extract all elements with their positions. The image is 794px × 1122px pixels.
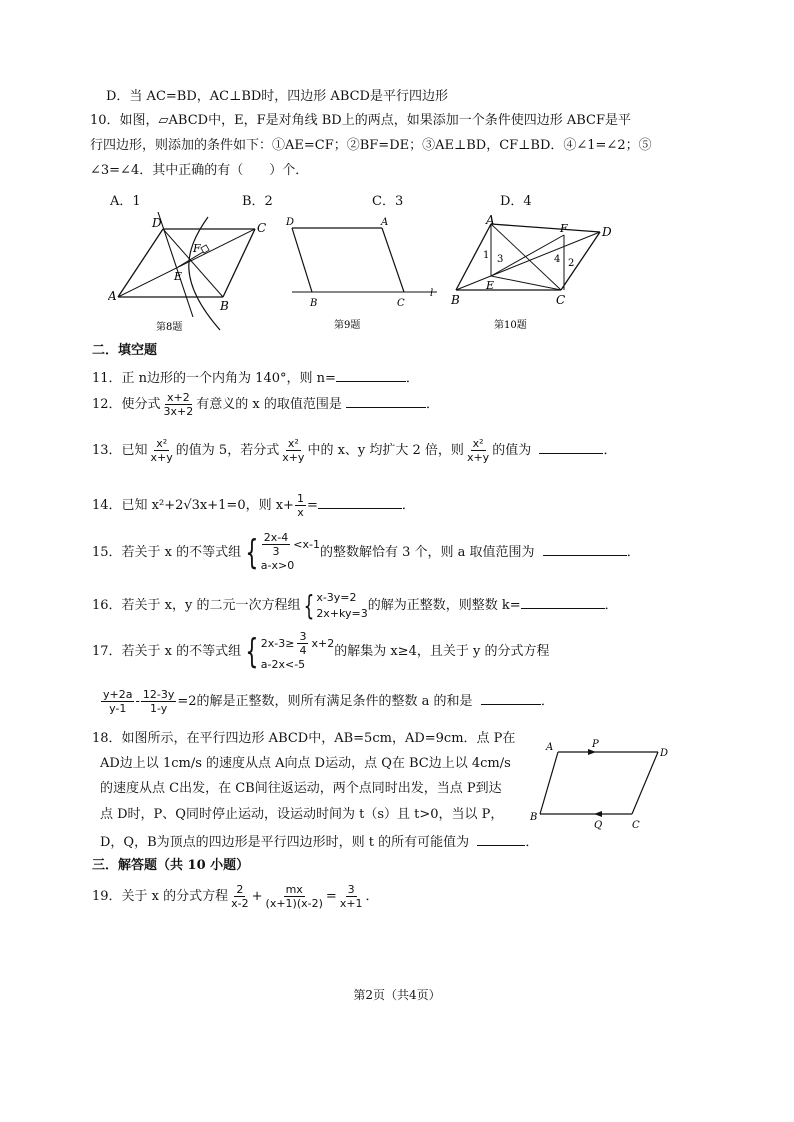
q17-answer-blank[interactable] xyxy=(481,690,541,705)
q19-plus: + xyxy=(251,889,263,904)
fig10-angle-2: 2 xyxy=(568,258,575,269)
q15-system xyxy=(241,531,320,574)
q10-option-d: D．4 xyxy=(500,194,532,209)
q18-line4: 点 D时，P、Q同时停止运动，设运动时间为 t（s）且 t>0，当以 P， xyxy=(100,807,504,822)
q16-answer-blank[interactable] xyxy=(521,594,605,609)
q17-row2: a-2x<-5 xyxy=(260,658,306,671)
fig8-label-f: F xyxy=(193,242,201,255)
q14-num: 1 xyxy=(296,492,304,505)
fig9-label-d: D xyxy=(286,217,295,228)
q15-row1-fraction xyxy=(262,531,290,558)
q17-row1-b: x+2 xyxy=(311,636,335,650)
q13-fraction-1 xyxy=(149,437,175,464)
q18-line3: 的速度从点 C出发，在 CB间往返运动，两个点同时出发，当点 P到达 xyxy=(100,781,502,796)
q14-a: 14．已知 x²+2√3x+1=0，则 x+ xyxy=(92,498,294,513)
question-17-line1 xyxy=(92,627,549,677)
q19-f2-den: (x+1)(x-2) xyxy=(265,897,323,910)
q16-brace: { xyxy=(304,588,315,622)
fig18-label-p: P xyxy=(592,739,599,750)
q19-a: 19．关于 x 的分式方程 xyxy=(92,889,229,904)
fig18-label-c: C xyxy=(632,820,640,831)
fig10-label-f: F xyxy=(560,222,568,235)
q10-option-a: A．1 xyxy=(110,194,141,209)
fig10-angle-4: 4 xyxy=(554,254,561,265)
page-footer: 第2页（共4页） xyxy=(353,988,441,1002)
q14-end: ． xyxy=(401,498,415,513)
fig10-label-e: E xyxy=(486,279,495,292)
fig8-caption: 第8题 xyxy=(156,322,183,333)
fig9-label-b: B xyxy=(310,298,318,309)
q14-den: x xyxy=(297,506,304,519)
q13-f1-den: x+y xyxy=(150,451,173,464)
q16-system xyxy=(300,589,367,623)
fig8-label-b: B xyxy=(220,299,229,313)
fig10-label-a: A xyxy=(486,213,495,227)
q14-answer-blank[interactable] xyxy=(318,494,402,509)
q19-f3-den: x+1 xyxy=(339,897,363,910)
q18-line2: AD边上以 1cm/s 的速度从点 A向点 D运动，点 Q在 BC边上以 4cm/s xyxy=(100,756,511,771)
fig10-label-d: D xyxy=(602,225,612,239)
q13-b: 的值为 5，若分式 xyxy=(175,443,280,458)
q12-answer-blank[interactable] xyxy=(346,393,426,408)
q13-fraction-3 xyxy=(465,437,491,464)
q9-option-d: D．当 AC=BD，AC⊥BD时，四边形 ABCD是平行四边形 xyxy=(106,89,448,104)
q17-a: 17．若关于 x 的不等式组 xyxy=(92,644,242,659)
q11-answer-blank[interactable] xyxy=(336,367,406,382)
fig18-label-q: Q xyxy=(594,820,603,831)
q17-f2-num: 12-3y xyxy=(142,688,175,701)
q10-option-b: B．2 xyxy=(242,194,273,209)
q18-line1: 18．如图所示，在平行四边形 ABCD中，AB=5cm，AD=9cm．点 P在 xyxy=(92,731,516,746)
q19-f3-num: 3 xyxy=(347,883,355,896)
q17-row1-fraction xyxy=(297,630,308,657)
q15-answer-blank[interactable] xyxy=(543,541,627,556)
q12-suffix: 有意义的 x 的取值范围是 xyxy=(196,397,342,412)
figure-18 xyxy=(530,738,680,838)
q15-end: ． xyxy=(626,545,640,560)
figure-8 xyxy=(108,212,268,342)
q15-row1-num: 2x-4 xyxy=(263,531,289,544)
question-12 xyxy=(92,390,439,420)
question-16 xyxy=(92,586,618,626)
question-13 xyxy=(92,436,616,466)
fig9-label-c: C xyxy=(397,298,405,309)
q13-f2-den: x+y xyxy=(282,451,305,464)
q12-end: ． xyxy=(426,397,440,412)
q16-b: 的解为正整数，则整数 k= xyxy=(367,598,521,613)
question-14 xyxy=(92,491,415,521)
q18-line5 xyxy=(100,831,538,852)
q13-f1-num: x² xyxy=(156,437,168,450)
q19-end: ． xyxy=(365,889,379,904)
q15-row1-rest: <x-1 xyxy=(293,537,320,551)
q12-fraction xyxy=(162,391,196,418)
figure-10 xyxy=(446,212,621,342)
question-17-line2 xyxy=(100,686,554,718)
q13-answer-blank[interactable] xyxy=(539,439,603,454)
q17-f2-den: 1-y xyxy=(149,702,168,715)
q17-row1-num: 3 xyxy=(299,630,307,643)
q19-f2-num: mx xyxy=(285,883,303,896)
q12-prefix: 12．使分式 xyxy=(92,397,161,412)
fig10-label-c: C xyxy=(556,293,566,307)
q17-fraction-2 xyxy=(141,688,176,715)
q13-c: 中的 x、y 均扩大 2 倍，则 xyxy=(307,443,464,458)
question-11 xyxy=(92,367,419,388)
q14-fraction xyxy=(295,492,306,519)
q10-line3: ∠3=∠4．其中正确的有（ ）个． xyxy=(90,163,309,178)
q11-text: 11．正 n边形的一个内角为 140°，则 n= xyxy=(92,371,336,386)
q17-system xyxy=(241,630,334,673)
q19-f1-num: 2 xyxy=(236,883,244,896)
fig10-caption: 第10题 xyxy=(494,320,527,331)
q17-row1-den: 4 xyxy=(299,644,307,657)
q16-row1: x-3y=2 xyxy=(316,590,357,604)
fig10-angle-3: 3 xyxy=(497,254,504,265)
fig10-angle-1: 1 xyxy=(483,250,490,261)
q12-numerator: x+2 xyxy=(167,391,190,404)
q19-eq: = xyxy=(325,889,337,904)
fig9-label-a: A xyxy=(381,217,389,228)
question-15 xyxy=(92,528,640,578)
q11-end: ． xyxy=(405,371,419,386)
q13-f3-num: x² xyxy=(472,437,484,450)
q10-line1: 10．如图，▱ABCD中，E，F是对角线 BD上的两点，如果添加一个条件使四边形 ABCF是平 xyxy=(90,113,631,128)
q15-a: 15．若关于 x 的不等式组 xyxy=(92,545,242,560)
fig18-label-a: A xyxy=(546,742,554,753)
q17-row1-a: 2x-3≥ xyxy=(260,636,295,650)
q13-f2-num: x² xyxy=(287,437,299,450)
q19-f1-den: x-2 xyxy=(231,897,249,910)
q16-row2: 2x+ky=3 xyxy=(316,606,368,620)
fig18-label-d: D xyxy=(660,748,669,759)
q17-c: =2的解是正整数，则所有满足条件的整数 a 的和是 xyxy=(177,694,473,709)
q16-a: 16．若关于 x，y 的二元一次方程组 xyxy=(92,598,301,613)
q12-denominator: 3x+2 xyxy=(163,405,194,418)
fig9-caption: 第9题 xyxy=(334,320,361,331)
q18-end: ． xyxy=(525,835,539,850)
q14-b: = xyxy=(306,498,318,513)
q17-f1-num: y+2a xyxy=(103,688,133,701)
q17-b: 的解集为 x≥4，且关于 y 的分式方程 xyxy=(334,644,550,659)
q10-line2: 行四边形，则添加的条件如下：①AE=CF；②BF=DE；③AE⊥BD，CF⊥BD．④∠1=∠2；⑤ xyxy=(90,138,652,153)
fig10-label-b: B xyxy=(451,293,460,307)
q17-f1-den: y-1 xyxy=(109,702,127,715)
q17-brace: { xyxy=(245,631,259,672)
q17-end: ． xyxy=(540,694,554,709)
q16-end: ． xyxy=(604,598,618,613)
fig18-label-b: B xyxy=(530,812,538,823)
q18-line5-text: D，Q，B为顶点的四边形是平行四边形时，则 t 的所有可能值为 xyxy=(100,835,470,850)
fig8-label-c: C xyxy=(257,221,267,235)
q13-d: 的值为 xyxy=(492,443,532,458)
section-solve-title: 三．解答题（共 10 小题） xyxy=(92,858,250,873)
question-19 xyxy=(92,880,379,914)
fig8-label-d: D xyxy=(152,216,162,230)
q10-option-c: C．3 xyxy=(372,194,404,209)
q19-fraction-1 xyxy=(229,883,250,910)
q15-b: 的整数解恰有 3 个，则 a 取值范围为 xyxy=(319,545,535,560)
q13-a: 13．已知 xyxy=(92,443,148,458)
q13-f3-den: x+y xyxy=(466,451,490,464)
section-fill-in-title: 二．填空题 xyxy=(92,343,158,358)
figure-9 xyxy=(282,212,442,342)
fig9-label-l: l xyxy=(430,288,434,299)
q17-fraction-1 xyxy=(101,688,134,715)
q19-fraction-2 xyxy=(264,883,325,910)
fig8-label-a: A xyxy=(108,289,117,303)
q15-row2: a-x>0 xyxy=(260,559,295,572)
q18-answer-blank[interactable] xyxy=(477,831,525,846)
q13-fraction-2 xyxy=(280,437,306,464)
q15-brace: { xyxy=(245,532,259,573)
q15-row1-den: 3 xyxy=(272,545,280,558)
q19-fraction-3 xyxy=(338,883,365,910)
q17-minus: - xyxy=(135,694,140,709)
fig8-label-e: E xyxy=(174,270,183,283)
q13-end: ． xyxy=(603,443,617,458)
